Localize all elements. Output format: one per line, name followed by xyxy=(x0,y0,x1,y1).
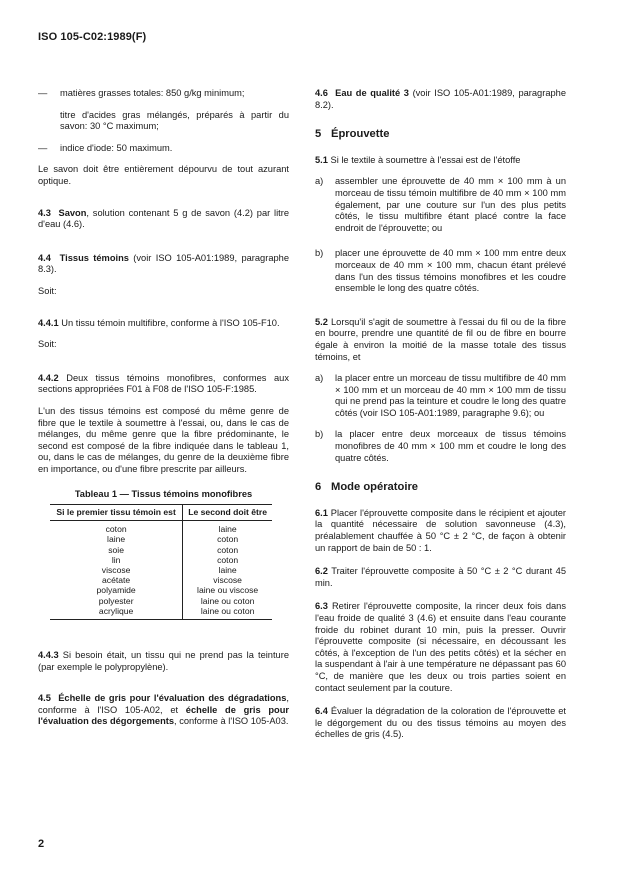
table-row: soie coton xyxy=(50,545,272,555)
section-4-6: 4.6 Eau de qualité 3 (voir ISO 105-A01:1989, paragraphe 8.2). xyxy=(315,88,567,110)
paragraph: Soit: xyxy=(38,285,57,296)
paragraph: Le savon doit être entièrement dépourvu de tout azurant optique. xyxy=(38,164,289,186)
section-4-4-3: 4.4.3 Si besoin était, un tissu qui ne prend pas la teinture (par exemple le polypropylène). xyxy=(38,650,289,672)
right-column xyxy=(315,86,566,741)
table-row: polyamide laine ou viscose xyxy=(50,585,272,595)
section-6-4: 6.4 Évaluer la dégradation de la coloration de l'éprouvette et le dégorgement du ou des tissus témoins au moyen des échelles de gris (4.5). xyxy=(315,706,566,740)
section-4-5: 4.5 Échelle de gris pour l'évaluation des dégradations, conforme à l'ISO 105-A02, et échelle de gris pour l'évaluation des dégorgements, conforme à l'ISO 105-A03. xyxy=(38,693,289,727)
paragraph: Soit: xyxy=(38,339,57,350)
section-6-3: 6.3 Retirer l'éprouvette composite, la rincer deux fois dans l'eau froide de qualité 3 (4.6) et ensuite dans l'eau courante froide du robinet durant 10 min, puis la presser. Ouvrir l'éprouvette composite (si nécessaire, en découssant les côtés, à l'exception de l'un des petits côtés) et la sécher en la suspendant à l'air à une température ne dépassant pas 60 °C, de manière que les deux ou trois parties soient en contact seulement par la couture. xyxy=(315,601,566,693)
list-item: a) assembler une éprouvette de 40 mm × 100 mm à un morceau de tissu témoin multifibre de 40 mm × 100 mm également, par une couture sur l'un des plus petits côtés, le tissu multifibre étant placé contre la face endroit de l'éprouvette; ou xyxy=(315,176,566,233)
section-4-4-1: 4.4.1 Un tissu témoin multifibre, conforme à l'ISO 105-F10. xyxy=(38,317,280,328)
table-row: polyester laine ou coton xyxy=(50,596,272,606)
table-row: laine coton xyxy=(50,534,272,544)
section-5-2: 5.2 Lorsqu'il s'agit de soumettre à l'essai du fil ou de la fibre en bourre, prendre une quantité de fil ou de fibre en bourre égale à environ la moitié de la masse totale des tissus témoins, et xyxy=(315,316,566,362)
table-row: acétate viscose xyxy=(50,575,272,585)
section-4-3: 4.3 Savon, solution contenant 5 g de savon (4.2) par litre d'eau (4.6). xyxy=(38,207,289,230)
paragraph: L'un des tissus témoins est composé du même genre de fibre que le textile à soumettre à l'essai, ou, dans le cas de mélanges, du même genre que la fibre prédominante, le second est composé de la fibre indiquée dans le tableau 1, ou, dans le cas de mélanges, du genre de la deuxième fibre en importance, ou d'une fibre prescrite par ailleurs. xyxy=(38,405,289,474)
list-item: b) placer une éprouvette de 40 mm × 100 mm entre deux morceaux de 40 mm × 100 mm, chacun étant prélevé dans l'un des tissus témoins monofibres et les coudre ensemble le long des quatre côtés. xyxy=(315,248,566,294)
fibre-table xyxy=(50,504,272,620)
section-5-heading: 5 Éprouvette xyxy=(315,128,390,141)
section-5-1: 5.1 Si le textile à soumettre à l'essai est de l'étoffe xyxy=(315,154,521,165)
section-6-2: 6.2 Traiter l'éprouvette composite à 50 °C ± 2 °C durant 45 min. xyxy=(315,566,566,588)
section-4-4: 4.4 Tissus témoins (voir ISO 105-A01:1989, paragraphe 8.3). xyxy=(38,252,290,275)
list-item: — indice d'iode: 50 maximum. xyxy=(38,142,173,153)
table-row: acrylique laine ou coton xyxy=(50,606,272,620)
table-header: Si le premier tissu témoin est xyxy=(50,505,183,521)
section-4-4-2: 4.4.2 Deux tissus témoins monofibres, conformes aux sections appropriées F01 à F08 de l'ISO 105-F:1985. xyxy=(38,372,289,395)
section-6-heading: 6 Mode opératoire xyxy=(315,481,419,494)
table-row: coton laine xyxy=(50,521,272,535)
table-row: viscose laine xyxy=(50,565,272,575)
list-item: b) la placer entre deux morceaux de tissus témoins monofibres de 40 mm × 100 mm et coudre le long des quatre côtés. xyxy=(315,429,566,463)
table-row: lin coton xyxy=(50,555,272,565)
table-header: Le second doit être xyxy=(183,505,272,521)
section-6-1: 6.1 Placer l'éprouvette composite dans le récipient et ajouter la quantité nécessaire de solution savonneuse (4.3), préalablement chauffée à 50 °C ± 2 °C, de façon à obtenir un rapport de bain de 50 : 1. xyxy=(315,507,566,553)
page-number: 2 xyxy=(38,838,45,850)
left-column xyxy=(38,86,289,728)
list-item: — matières grasses totales: 850 g/kg minimum; xyxy=(38,88,245,98)
list-item: a) la placer entre un morceau de tissu multifibre de 40 mm × 100 mm et un morceau de 40 mm × 100 mm de tissu qui ne prend pas la teinture et coudre le long des quatre côtés (voir ISO 105-A01:1989, paragraphe 9.6); ou xyxy=(315,373,566,418)
table-caption: Tableau 1 — Tissus témoins monofibres xyxy=(74,489,253,500)
list-item: titre d'acides gras mélangés, préparés à partir du savon: 30 °C maximum; xyxy=(60,109,289,132)
page-header: ISO 105-C02:1989(F) xyxy=(38,31,147,43)
